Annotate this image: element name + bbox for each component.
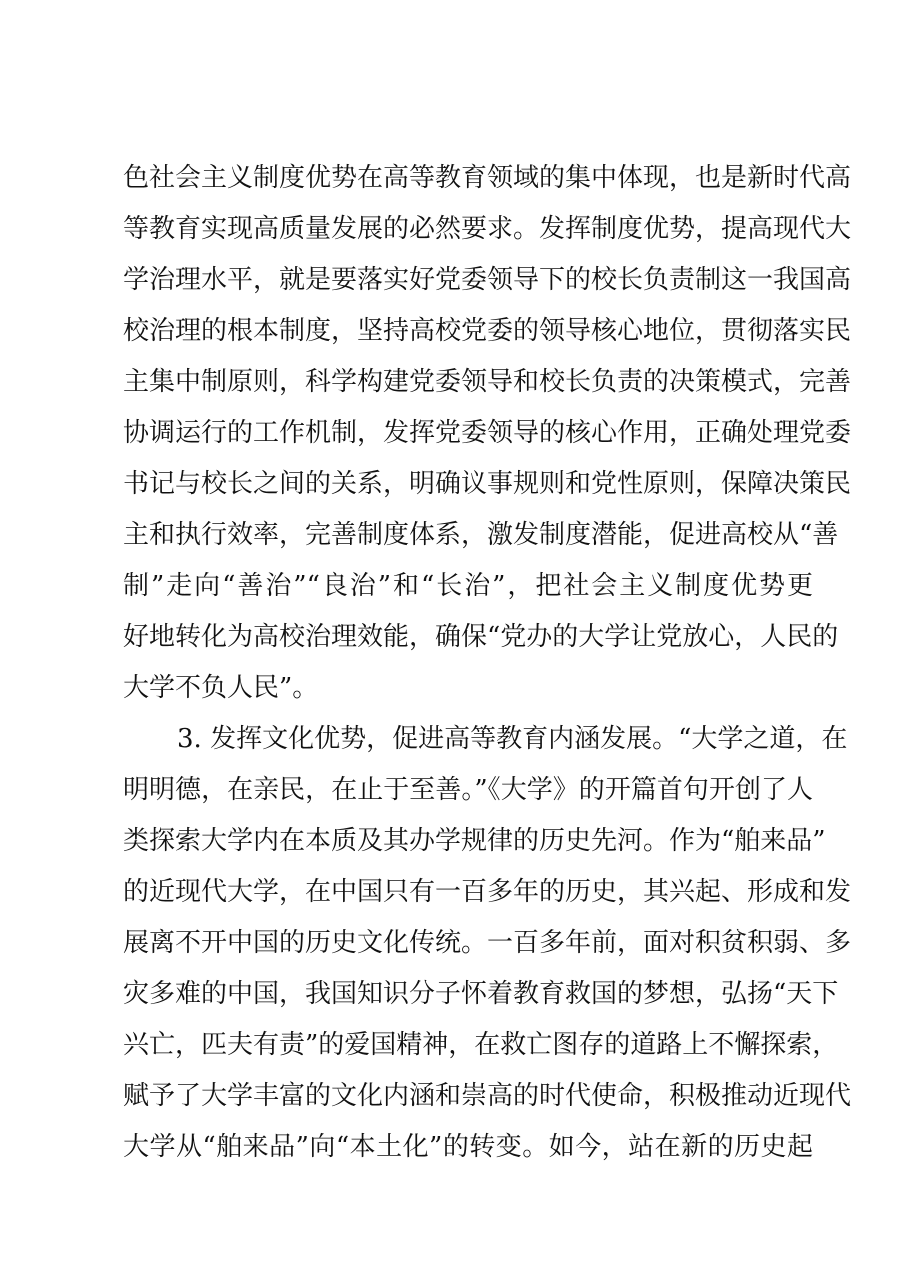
- text-line: 书记与校长之间的关系，明确议事规则和党性原则，保障决策民: [123, 469, 852, 499]
- paragraph-end-line: 大学不负人民”。: [123, 673, 319, 703]
- text-line: 灾多难的中国，我国知识分子怀着教育救国的梦想，弘扬“天下: [123, 979, 839, 1009]
- text-line: 大学从“舶来品”向“本土化”的转变。如今，站在新的历史起: [123, 1132, 813, 1162]
- text-line: 等教育实现高质量发展的必然要求。发挥制度优势，提高现代大: [123, 214, 852, 244]
- text-line: 制”走向“善治”“良治”和“长治”，把社会主义制度优势更: [123, 571, 813, 601]
- text-line: 色社会主义制度优势在高等教育领域的集中体现，也是新时代高: [123, 163, 852, 193]
- text-line: 赋予了大学丰富的文化内涵和崇高的时代使命，积极推动近现代: [123, 1081, 852, 1111]
- body-text: [123, 153, 852, 1173]
- text-line: 协调运行的工作机制，发挥党委领导的核心作用，正确处理党委: [123, 418, 852, 448]
- text-line: 主和执行效率，完善制度体系，激发制度潜能，促进高校从“善: [123, 520, 839, 550]
- text-line: 校治理的根本制度，坚持高校党委的领导核心地位，贯彻落实民: [123, 316, 852, 346]
- text-line: 兴亡，匹夫有责”的爱国精神，在救亡图存的道路上不懈探索，: [123, 1030, 839, 1060]
- text-line: 主集中制原则，科学构建党委领导和校长负责的决策模式，完善: [123, 367, 852, 397]
- text-line: 好地转化为高校治理效能，确保“党办的大学让党放心，人民的: [123, 622, 839, 652]
- section-heading-line: 3. 发挥文化优势，促进高等教育内涵发展。“大学之道，在: [177, 724, 848, 754]
- text-line: 类探索大学内在本质及其办学规律的历史先河。作为“舶来品”: [123, 826, 826, 856]
- text-line: 学治理水平，就是要落实好党委领导下的校长负责制这一我国高: [123, 265, 852, 295]
- text-line: 明明德，在亲民，在止于至善。”《大学》的开篇首句开创了人: [123, 775, 813, 805]
- text-line: 的近现代大学，在中国只有一百多年的历史，其兴起、形成和发: [123, 877, 852, 907]
- text-line: 展离不开中国的历史文化传统。一百多年前，面对积贫积弱、多: [123, 928, 852, 958]
